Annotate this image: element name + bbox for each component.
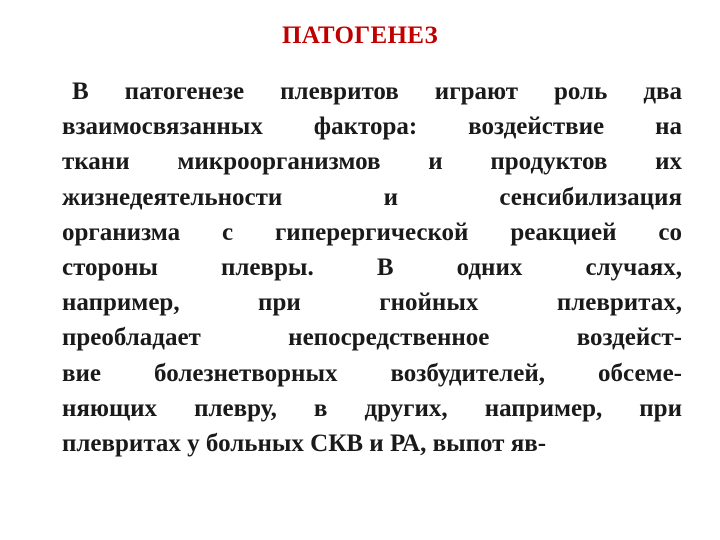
body-line: организма с гиперергической реакцией со — [62, 218, 682, 246]
body-line: ткани микроорганизмов и продуктов их — [62, 148, 682, 176]
body-line: плевритах у больных СКВ и РА, выпот яв- — [62, 430, 547, 458]
body-line: В патогенезе плевритов играют роль два — [72, 78, 682, 105]
body-line: стороны плевры. В одних случаях, — [62, 254, 682, 282]
slide-body-text — [62, 74, 682, 461]
body-line: вие болезнетворных возбудителей, обсеме- — [62, 359, 682, 387]
body-line: жизнедеятельности и сенсибилизация — [62, 183, 682, 211]
body-line: взаимосвязанных фактора: воздействие на — [62, 113, 682, 141]
body-line: преобладает непосредственное воздейст- — [62, 324, 682, 352]
body-line: няющих плевру, в других, например, при — [62, 394, 682, 422]
slide-title: ПАТОГЕНЕЗ — [282, 22, 438, 49]
body-line: например, при гнойных плевритах, — [62, 289, 682, 317]
